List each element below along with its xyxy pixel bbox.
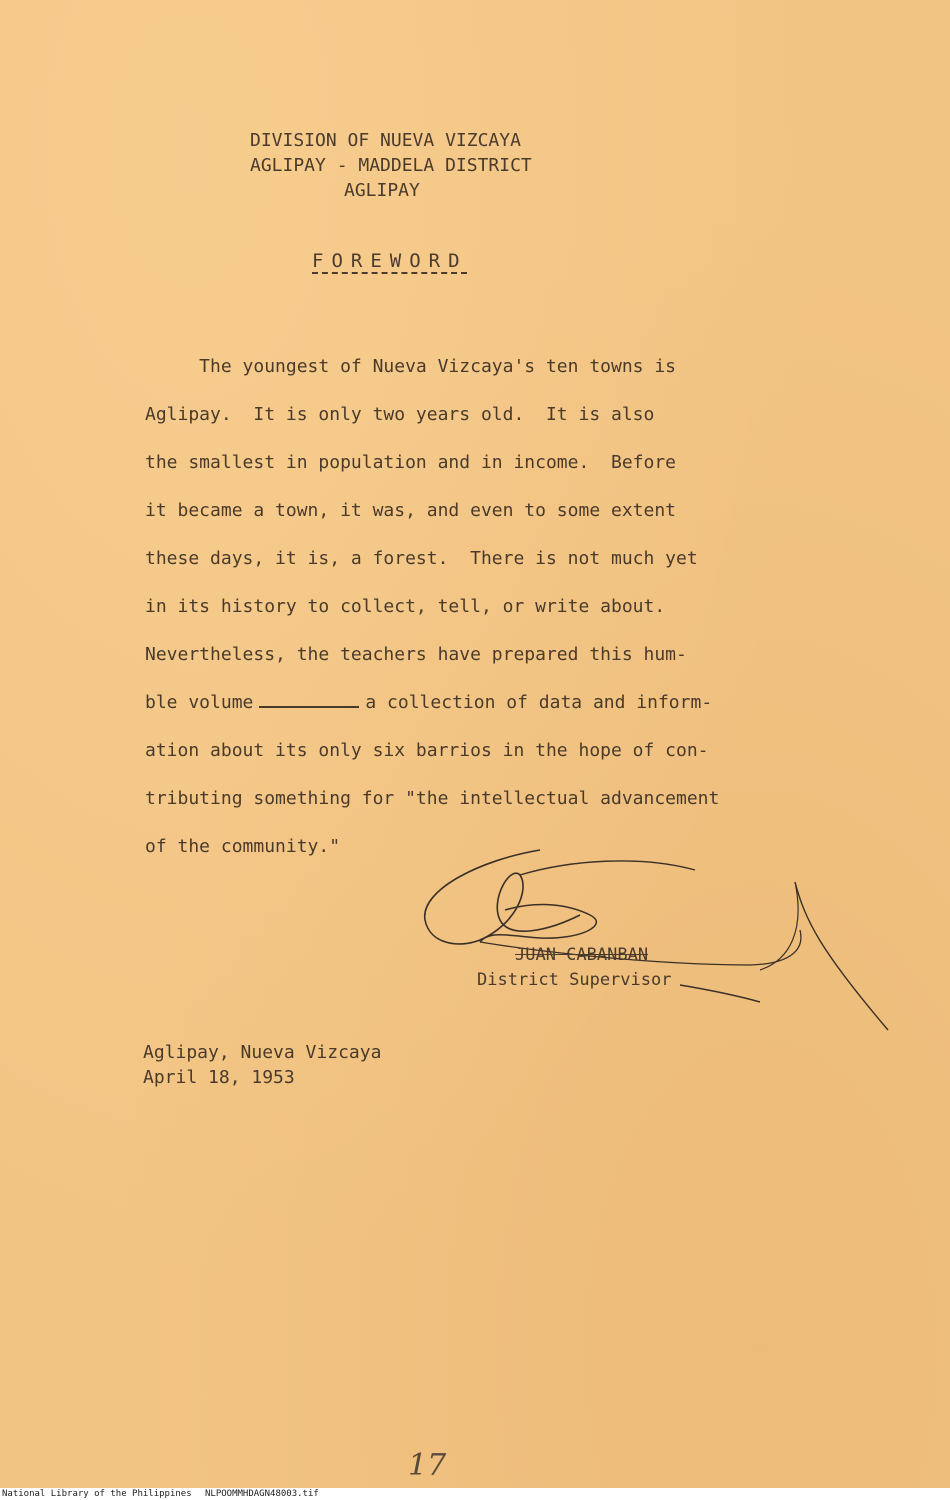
body-line: these days, it is, a forest. There is not much yet bbox=[145, 548, 698, 569]
scan-footer bbox=[0, 1488, 950, 1500]
header-town: AGLIPAY bbox=[344, 180, 420, 201]
body-line: Aglipay. It is only two years old. It is also bbox=[145, 404, 655, 425]
body-line: in its history to collect, tell, or write about. bbox=[145, 596, 666, 617]
handwritten-signature bbox=[420, 830, 900, 1040]
body-line: the smallest in population and in income. Before bbox=[145, 452, 677, 473]
body-line: it became a town, it was, and even to some extent bbox=[145, 500, 677, 521]
header-division: DIVISION OF NUEVA VIZCAYA bbox=[250, 130, 521, 151]
body-line-with-blank bbox=[145, 679, 795, 727]
body-line: of the community." bbox=[145, 836, 341, 857]
foreword-body bbox=[145, 343, 795, 871]
date: April 18, 1953 bbox=[143, 1067, 295, 1088]
blank-underline bbox=[259, 692, 359, 708]
place-and-date bbox=[143, 1040, 381, 1090]
body-line: ation about its only six barrios in the hope of con- bbox=[145, 740, 709, 761]
body-line-part: a collection of data and inform- bbox=[365, 692, 713, 713]
header-district: AGLIPAY - MADDELA DISTRICT bbox=[250, 155, 532, 176]
page-title: FOREWORD bbox=[312, 250, 468, 272]
signatory-title: District Supervisor bbox=[477, 970, 672, 990]
signatory-name: JUAN CABANBAN bbox=[515, 945, 649, 965]
body-line-part: ble volume bbox=[145, 692, 254, 713]
body-line: tributing something for "the intellectual advancement bbox=[145, 788, 720, 809]
footer-library: National Library of the Philippines bbox=[2, 1489, 192, 1499]
page-number: 17 bbox=[408, 1448, 447, 1483]
document-header bbox=[250, 128, 570, 203]
body-line: Nevertheless, the teachers have prepared this hum- bbox=[145, 644, 687, 665]
body-line: The youngest of Nueva Vizcaya's ten towns is bbox=[145, 356, 677, 377]
footer-filename: NLPOOMMHDAGN48003.tif bbox=[205, 1489, 319, 1499]
place: Aglipay, Nueva Vizcaya bbox=[143, 1042, 382, 1063]
